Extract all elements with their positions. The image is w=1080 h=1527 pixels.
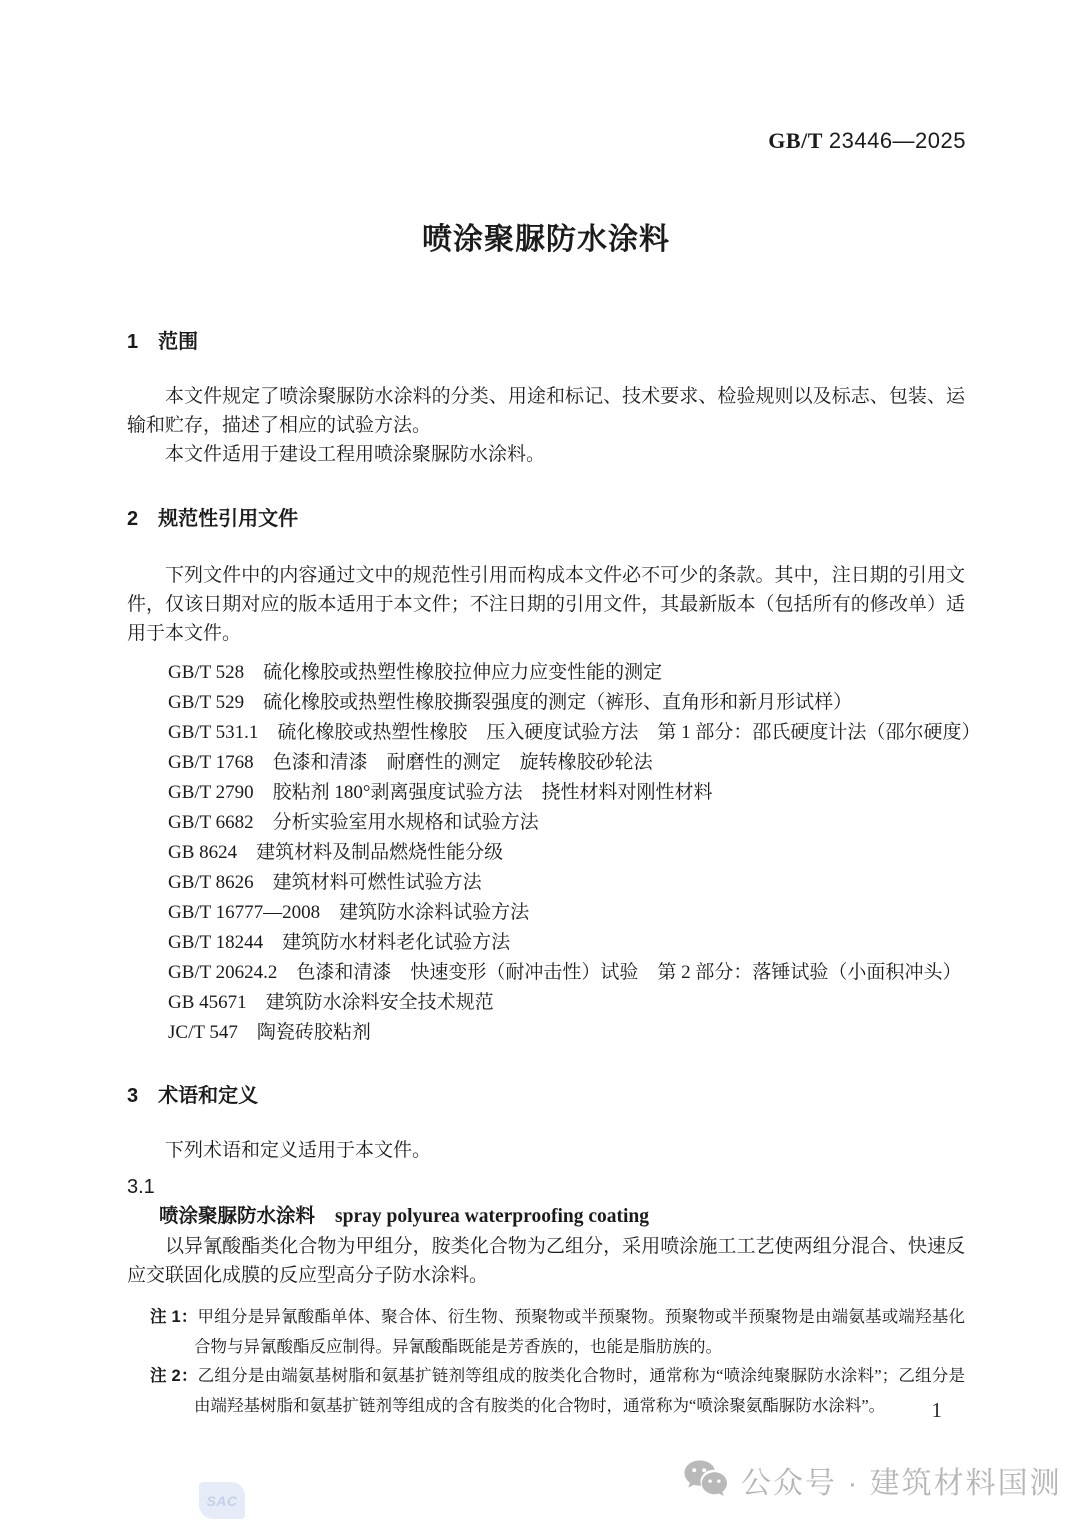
reference-item: JC/T 547 陶瓷砖胶粘剂 — [168, 1022, 371, 1043]
reference-item: GB/T 20624.2 色漆和清漆 快速变形（耐冲击性）试验 第 2 部分：落锤试验（小面积冲头） — [168, 962, 962, 983]
sac-logo-text: SAC — [206, 1492, 238, 1509]
term-note-2 — [150, 1361, 965, 1420]
document-content — [127, 0, 981, 1420]
reference-item: GB 45671 建筑防水涂料安全技术规范 — [168, 992, 494, 1013]
term-name-en: spray polyurea waterproofing coating — [335, 1206, 649, 1227]
reference-item: GB/T 8626 建筑材料可燃性试验方法 — [168, 872, 482, 893]
note-2-label: 注 2： — [150, 1367, 198, 1385]
term-name-zh: 喷涂聚脲防水涂料 — [159, 1205, 316, 1227]
term-note-1 — [150, 1302, 965, 1361]
section-1-paragraph-1: 本文件规定了喷涂聚脲防水涂料的分类、用途和标记、技术要求、检验规则以及标志、包装、运输和贮存，描述了相应的试验方法。 — [127, 386, 965, 436]
reference-item: GB/T 18244 建筑防水材料老化试验方法 — [168, 932, 511, 953]
sac-logo — [199, 1482, 245, 1519]
standard-code-prefix: GB/T — [768, 128, 823, 153]
standard-code-number: 23446—2025 — [828, 128, 966, 153]
reference-item: GB/T 531.1 硫化橡胶或热塑性橡胶 压入硬度试验方法 第 1 部分：邵氏硬度计法（邵尔硬度） — [168, 722, 981, 743]
page-number: 1 — [931, 1398, 942, 1422]
references-list — [127, 658, 981, 1048]
note-1-label: 注 1： — [150, 1308, 198, 1326]
term-line — [127, 1202, 965, 1232]
watermark-text: 公众号 · 建筑材料国测 — [741, 1467, 1062, 1500]
reference-item: GB/T 16777—2008 建筑防水涂料试验方法 — [168, 902, 530, 923]
term-definition: 以异氰酸酯类化合物为甲组分，胺类化合物为乙组分，采用喷涂施工工艺使两组分混合、快速反应交联固化成膜的反应型高分子防水涂料。 — [127, 1236, 965, 1286]
reference-item: GB/T 6682 分析实验室用水规格和试验方法 — [168, 812, 539, 833]
wechat-icon — [683, 1459, 729, 1501]
note-1-text: 甲组分是异氰酸酯单体、聚合体、衍生物、预聚物或半预聚物。预聚物或半预聚物是由端氨基或端羟基化合物与异氰酸酯反应制得。异氰酸酯既能是芳香族的，也能是脂肪族的。 — [194, 1307, 965, 1356]
reference-item: GB/T 1768 色漆和清漆 耐磨性的测定 旋转橡胶砂轮法 — [168, 752, 653, 773]
term-number: 3.1 — [127, 1176, 155, 1198]
section-2-heading: 2 规范性引用文件 — [127, 508, 299, 530]
reference-item: GB/T 529 硫化橡胶或热塑性橡胶撕裂强度的测定（裤形、直角形和新月形试样） — [168, 692, 853, 713]
section-1-heading: 1 范围 — [127, 331, 199, 353]
section-1-paragraph-2: 本文件适用于建设工程用喷涂聚脲防水涂料。 — [165, 444, 546, 465]
note-2-text: 乙组分是由端氨基树脂和氨基扩链剂等组成的胺类化合物时，通常称为“喷涂纯聚脲防水涂料”；乙组分是由端羟基树脂和氨基扩链剂等组成的含有胺类的化合物时，通常称为“喷涂聚氨酯脲防水涂料”。 — [194, 1366, 965, 1415]
section-3-heading: 3 术语和定义 — [127, 1085, 259, 1107]
reference-item: GB/T 2790 胶粘剂 180°剥离强度试验方法 挠性材料对刚性材料 — [168, 782, 713, 803]
document-title: 喷涂聚脲防水涂料 — [422, 223, 670, 256]
reference-item: GB 8624 建筑材料及制品燃烧性能分级 — [168, 842, 504, 863]
reference-item: GB/T 528 硫化橡胶或热塑性橡胶拉伸应力应变性能的测定 — [168, 662, 663, 683]
section-2-intro: 下列文件中的内容通过文中的规范性引用而构成本文件必不可少的条款。其中，注日期的引用文件，仅该日期对应的版本适用于本文件；不注日期的引用文件，其最新版本（包括所有的修改单）适用于本文件。 — [127, 565, 965, 644]
section-3-intro: 下列术语和定义适用于本文件。 — [165, 1140, 432, 1161]
wechat-watermark — [683, 1458, 1062, 1502]
